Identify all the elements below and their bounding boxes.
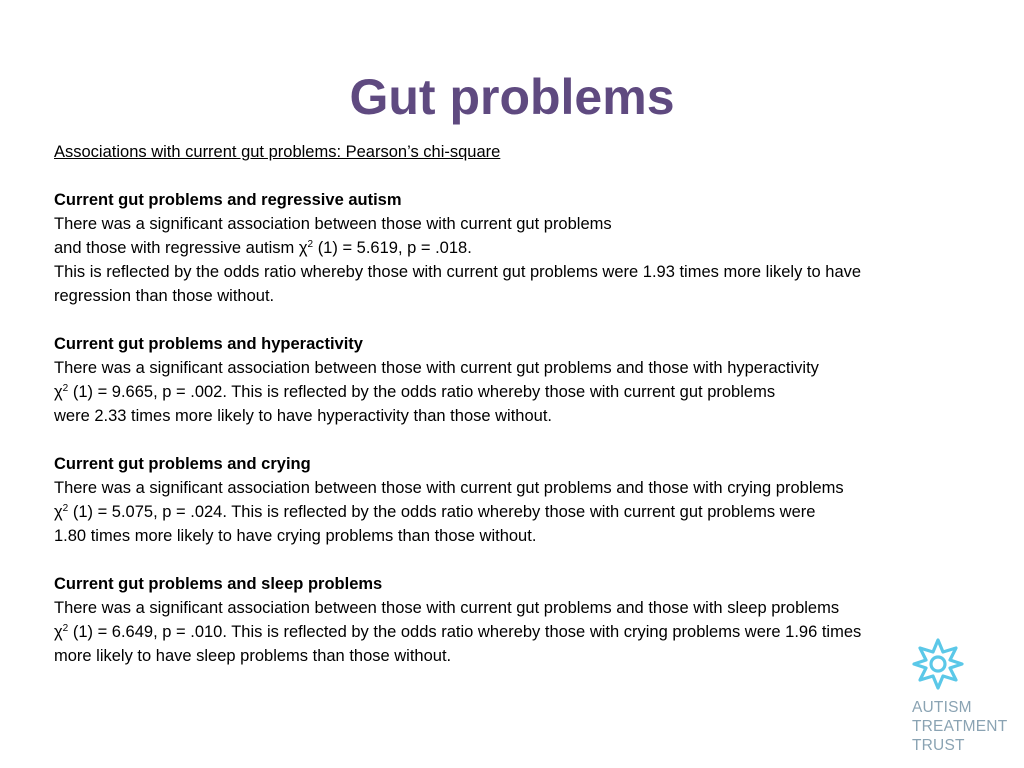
section-line: $\chi^2$ (1) = 5.075, p = .024. This is reflected by the odds ratio whereby those with current gut problems were xyxy=(54,503,816,521)
superscript: 2 xyxy=(307,239,314,250)
autism-treatment-trust-logo xyxy=(908,636,1018,756)
logo-line: TREATMENT xyxy=(912,718,1008,735)
section-heading-crying: Current gut problems and crying xyxy=(54,455,311,473)
section-line: There was a significant association between those with current gut problems xyxy=(54,215,612,233)
logo-line: TRUST xyxy=(912,737,965,754)
section-heading-hyperactivity: Current gut problems and hyperactivity xyxy=(54,335,363,353)
section-line: more likely to have sleep problems than those without. xyxy=(54,647,452,665)
slide-title: Gut problems xyxy=(349,69,675,125)
superscript: 2 xyxy=(62,623,69,634)
star-logo-icon xyxy=(910,636,966,692)
slide-body xyxy=(54,140,984,668)
superscript: 2 xyxy=(62,503,69,514)
section-heading-sleep-problems: Current gut problems and sleep problems xyxy=(54,575,383,593)
superscript: 2 xyxy=(62,383,69,394)
logo-line: AUTISM xyxy=(912,699,972,716)
section-line: 1.80 times more likely to have crying problems than those without. xyxy=(54,527,537,545)
section-line: This is reflected by the odds ratio whereby those with current gut problems were 1.93 times more likely to have xyxy=(54,263,862,281)
section-line: There was a significant association between those with current gut problems and those with crying problems xyxy=(54,479,844,497)
section-line: regression than those without. xyxy=(54,287,275,305)
section-line: were 2.33 times more likely to have hyperactivity than those without. xyxy=(54,407,552,425)
section-heading-regressive-autism: Current gut problems and regressive autism xyxy=(54,191,402,209)
section-line: There was a significant association between those with current gut problems and those with hyperactivity xyxy=(54,359,819,377)
slide-subtitle: Associations with current gut problems: Pearson’s chi-square xyxy=(54,143,501,161)
section-line: There was a significant association between those with current gut problems and those with sleep problems xyxy=(54,599,840,617)
section-line: $\chi^2$ (1) = 6.649, p = .010. This is reflected by the odds ratio whereby those with crying problems were 1.96 times xyxy=(54,623,862,641)
logo-text xyxy=(912,698,1007,755)
section-line: $\chi^2$ (1) = 9.665, p = .002. This is reflected by the odds ratio whereby those with current gut problems xyxy=(54,383,776,401)
section-line: and those with regressive autism $\chi^2$ (1) = 5.619, p = .018. xyxy=(54,239,472,257)
